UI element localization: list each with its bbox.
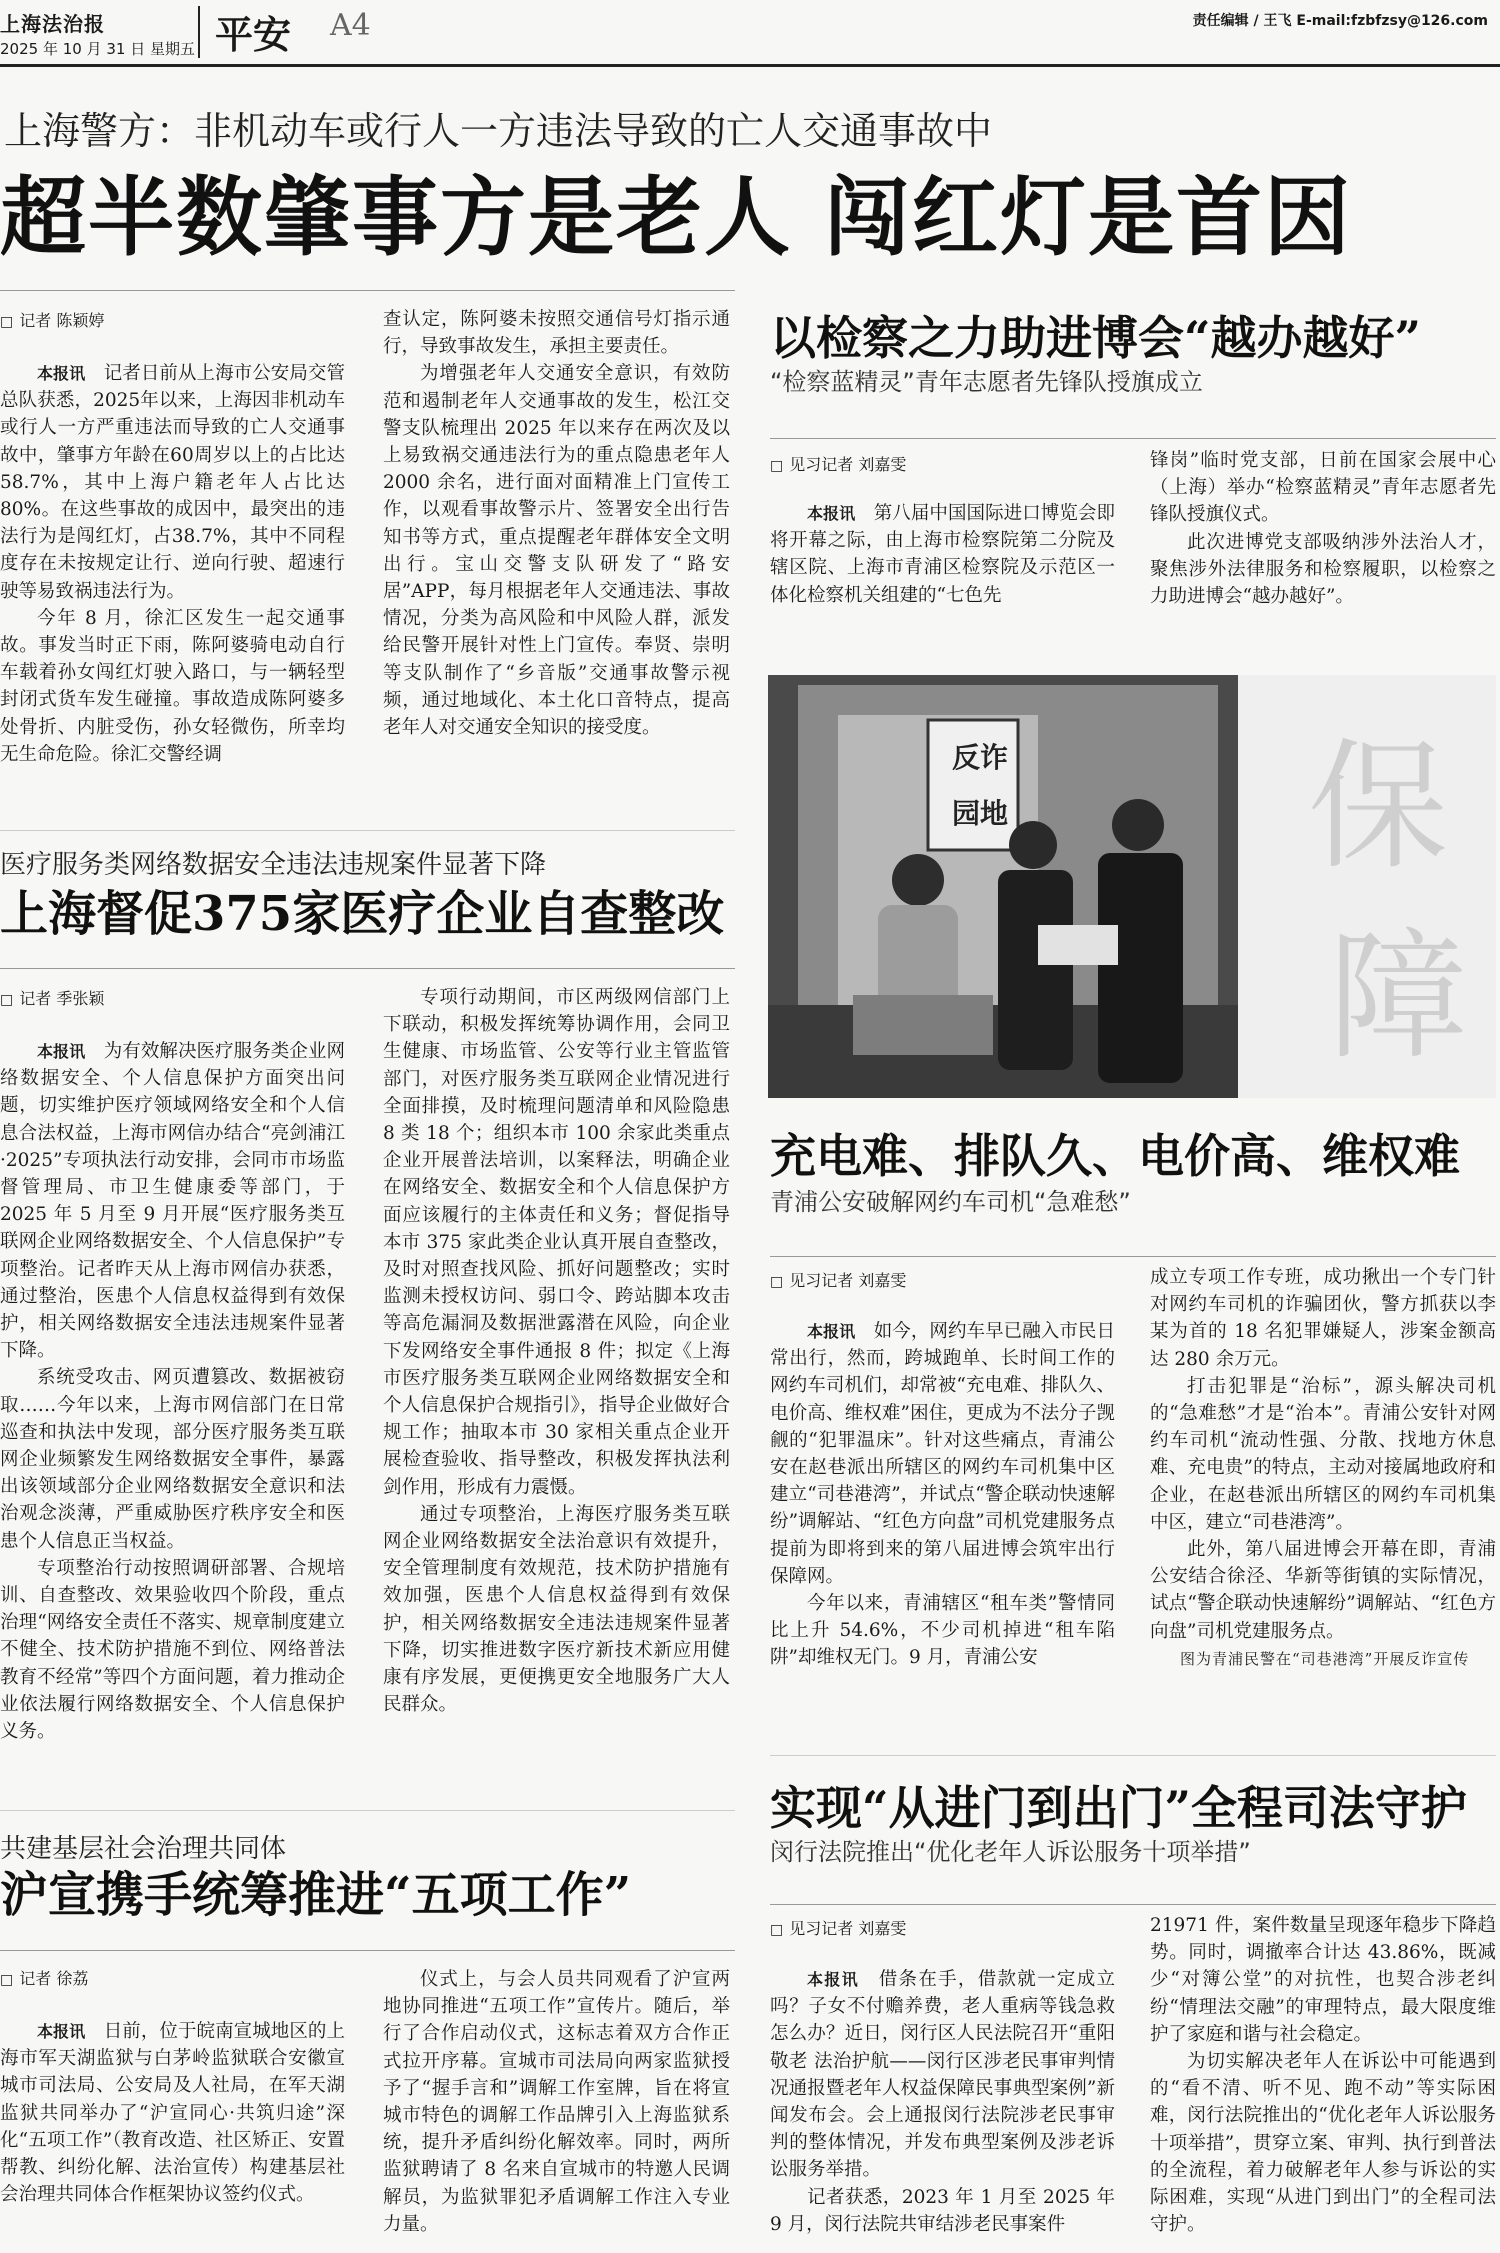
story4-byline: □ 见习记者 刘嘉雯 — [770, 452, 906, 475]
story3-col1-p1: 本报讯 日前，位于皖南宣城地区的上海市军天湖监狱与白茅岭监狱联合安徽宣城市司法局、公安局及人社局，在军天湖监狱共同举办了“沪宣同心·共筑归途”深化“五项工作”（教育改造、社区矫正、安置帮教、纠纷化解、法治宣传）构建基层社会治理共同体合作框架协议签约仪式。 — [0, 2021, 345, 2206]
editor-contact: 责任编辑 / 王飞 E-mail:fzbfzsy@126.com — [1192, 13, 1488, 29]
story1-col1 — [0, 360, 345, 768]
story6-headline: 实现“从进门到出门”全程司法守护 — [770, 1781, 1467, 1835]
story5-col2-p2: 打击犯罪是“治标”，源头解决司机的“急难愁”才是“治本”。青浦公安针对网约车司机“流动性强、分散、找地方休息难、充电贵”的特点，主动对接属地政府和企业，在赵巷派出所辖区的网约车司机集中区，建立“司巷港湾”。 — [1150, 1375, 1496, 1533]
story3-col2-p1: 仪式上，与会人员共同观看了沪宣两地协同推进“五项工作”宣传片。随后，举行了合作启动仪式，这标志着双方合作正式拉开序幕。宣城市司法局向两家监狱授予了“握手言和”调解工作室牌，旨在将宣城市特色的调解工作品牌引入上海监狱系统，提升矛盾纠纷化解效率。同时，两所监狱聘请了 8 名来自宣城市的特邀人民调解员，为监狱罪犯矛盾调解工作注入专业力量。 — [383, 1969, 730, 2235]
story5-col1-p2: 今年以来，青浦辖区“租车类”警情同比上升 54.6%，不少司机掉进“租车陷阱”却维权无门。9 月，青浦公安 — [770, 1593, 1115, 1669]
story6-col1 — [770, 1966, 1115, 2238]
story3-top-rule — [0, 1810, 735, 1811]
story1-col2-p2: 为增强老年人交通安全意识，有效防范和遏制老年人交通事故的发生，松江交警支队梳理出 2025 年以来存在两次及以上易致祸交通违法行为的重点隐患老年人 2000 余名，进行面对面精准上门宣传工作，以观看事故警示片、签署安全出行告知书等方式，重点提醒老年群体安全文明出行。宝山交警支队研发了“路安居”APP，每月根据老年人交通违法、事故情况，分类为高风险和中风险人群，派发给民警开展针对性上门宣传。奉贤、崇明等支队制作了“乡音版”交通事故警示视频，通过地域化、本土化口音特点，提高老年人对交通安全知识的接受度。 — [383, 363, 730, 739]
story6-col2 — [1150, 1912, 1496, 2238]
story6-top-rule — [770, 1755, 1496, 1756]
paper-name: 上海法治报 — [0, 12, 105, 36]
story6-rule — [770, 1904, 1496, 1905]
story1-byline: □ 记者 陈颖婷 — [0, 308, 104, 331]
story5-headline: 充电难、排队久、电价高、维权难 — [770, 1129, 1460, 1183]
issue-date: 2025 年 10 月 31 日 星期五 — [0, 40, 195, 58]
story1-kicker: 上海警方：非机动车或行人一方违法导致的亡人交通事故中 — [4, 109, 993, 153]
story6-byline: □ 见习记者 刘嘉雯 — [770, 1916, 906, 1939]
story3-byline: □ 记者 徐荔 — [0, 1966, 88, 1989]
story2-headline: 上海督促375家医疗企业自查整改 — [0, 886, 725, 942]
photo-sign: 反诈 园地 — [951, 741, 1008, 830]
story5-col2-p3: 此外，第八届进博会开幕在即，青浦公安结合徐泾、华新等街镇的实际情况，试点“警企联动快速解纷”调解站、“红色方向盘”司机党建服务点。 — [1150, 1539, 1496, 1642]
story3-headline: 沪宣携手统筹推进“五项工作” — [0, 1867, 632, 1923]
story5-col1-p1: 本报讯 如今，网约车早已融入市民日常出行，然而，跨城跑单、长时间工作的网约车司机们，却常被“充电难、排队久、电价高、维权难”困住，更成为不法分子觊觎的“犯罪温床”。针对这些痛点，青浦公安在赵巷派出所辖区的网约车司机集中区建立“司巷港湾”，并试点“警企联动快速解纷”调解站、“红色方向盘”司机党建服务点提前为即将到来的第八届进博会筑牢出行保障网。 — [770, 1321, 1115, 1587]
header-rule — [0, 64, 1500, 67]
story2-col2-p2: 通过专项整治，上海医疗服务类互联网企业网络数据安全法治意识有效提升，安全管理制度有效规范，技术防护措施有效加强，医患个人信息权益得到有效保护，相关网络数据安全违法违规案件显著下降，切实推进数字医疗新技术新应用健康有序发展，更便携更安全地服务广大人民群众。 — [383, 1503, 730, 1716]
story5-rule — [770, 1256, 1496, 1257]
story3-col1 — [0, 2018, 345, 2208]
story6-subtitle: 闵行法院推出“优化老年人诉讼服务十项举措” — [770, 1838, 1251, 1866]
story5-col2-p1: 成立专项工作专班，成功揪出一个专门针对网约车司机的诈骗团伙，警方抓获以李某为首的 18 名犯罪嫌疑人，涉案金额高达 280 余万元。 — [1150, 1267, 1496, 1370]
header-divider — [198, 6, 200, 58]
story4-rule — [770, 438, 1496, 439]
story6-col1-p2: 记者获悉，2023 年 1 月至 2025 年 9 月，闵行法院共审结涉老民事案件 — [770, 2186, 1115, 2235]
story4-col2-p1: 锋岗”临时党支部，日前在国家会展中心（上海）举办“检察蓝精灵”青年志愿者先锋队授旗仪式。 — [1150, 450, 1496, 526]
page-number: A4 — [330, 8, 371, 43]
photo-caption: 图为青浦民警在“司巷港湾”开展反诈宣传 — [1180, 1649, 1470, 1668]
story4-col1 — [770, 500, 1115, 609]
story6-col2-p2: 为切实解决老年人在诉讼中可能遇到的“看不清、听不见、跑不动”等实际困难，闵行法院推出的“优化老年人诉讼服务十项举措”，贯穿立案、审判、执行到普法的全流程，着力破解老年人参与诉讼的实际困难，实现“从进门到出门”的全程司法守护。 — [1150, 2051, 1496, 2236]
story4-col1-p1: 本报讯 第八届中国国际进口博览会即将开幕之际，由上海市检察院第二分院及辖区院、上海市青浦区检察院及示范区一体化检察机关组建的“七色先 — [770, 503, 1115, 606]
story2-rule — [0, 968, 735, 969]
news-photo — [768, 675, 1496, 1098]
story3-rule — [0, 1950, 735, 1951]
story5-subtitle: 青浦公安破解网约车司机“急难愁” — [770, 1188, 1131, 1216]
story2-col1-p1: 本报讯 为有效解决医疗服务类企业网络数据安全、个人信息保护方面突出问题，切实维护医疗领域网络安全和个人信息合法权益，上海市网信办结合“亮剑浦江·2025”专项执法行动安排，会同市市场监督管理局、市卫生健康委等部门，于 2025 年 5 月至 9 月开展“医疗服务类互联网企业网络数据安全、个人信息保护”专项整治。记者昨天从上海市网信办获悉，通过整治，医患个人信息权益得到有效保护，相关网络数据安全违法违规案件显著下降。 — [0, 1041, 345, 1362]
story2-col1-p2: 系统受攻击、网页遭篡改、数据被窃取……今年以来，上海市网信部门在日常巡查和执法中发现，部分医疗服务类互联网企业频繁发生网络数据安全事件，暴露出该领域部分企业网络数据安全意识和法治观念淡薄，严重威胁医疗秩序安全和医患个人信息正当权益。 — [0, 1367, 345, 1552]
story3-kicker: 共建基层社会治理共同体 — [0, 1834, 287, 1864]
section-name: 平安 — [215, 12, 292, 57]
story3-col2 — [383, 1966, 730, 2238]
story6-col2-p1: 21971 件，案件数量呈现逐年稳步下降趋势。同时，调撤率合计达 43.86%，既减少“对簿公堂”的对抗性，也契合涉老纠纷“情理法交融”的审理特点，最大限度维护了家庭和谐与社会稳定。 — [1150, 1915, 1496, 2045]
story1-headline: 超半数肇事方是老人 闯红灯是首因 — [0, 167, 1352, 268]
story6-col1-p1: 本报讯 借条在手，借款就一定成立吗？子女不付赡养费，老人重病等钱急救怎么办？近日，闵行区人民法院召开“重阳敬老 法治护航——闵行区涉老民事审判情况通报暨老年人权益保障民事典型案例”新闻发布会。会上通报闵行法院涉老民事审判的整体情况，并发布典型案例及涉老诉讼服务举措。 — [770, 1969, 1115, 2181]
story2-kicker: 医疗服务类网络数据安全违法违规案件显著下降 — [0, 850, 547, 880]
story2-col1 — [0, 1038, 345, 1745]
story5-col2 — [1150, 1264, 1496, 1671]
photo-glyph-2: 障 — [1328, 916, 1469, 1079]
story4-headline: 以检察之力助进博会“越办越好” — [770, 311, 1421, 365]
story2-top-rule — [0, 830, 735, 831]
story5-col1 — [770, 1318, 1115, 1672]
story2-col2 — [383, 984, 730, 1718]
story1-rule — [0, 290, 735, 291]
story4-col2 — [1150, 447, 1496, 610]
story5-byline: □ 见习记者 刘嘉雯 — [770, 1268, 906, 1291]
story2-col2-p1: 专项行动期间，市区两级网信部门上下联动，积极发挥统筹协调作用，会同卫生健康、市场监管、公安等行业主管监管部门，对医疗服务类互联网企业情况进行全面排摸，及时梳理问题清单和风险隐患 8 类 18 个；组织本市 100 余家此类重点企业开展普法培训，以案释法，明确企业在网络安全、数据安全和个人信息保护方面应该履行的主体责任和义务；督促指导本市 375 家此类企业认真开展自查整改，及时对照查找风险、抓好问题整改；实时监测未授权访问、弱口令、跨站脚本攻击等高危漏洞及数据泄露潜在风险，向企业下发网络安全事件通报 8 件；拟定《上海市医疗服务类互联网企业网络数据安全和个人信息保护合规指引》，指导企业做好合规工作；抽取本市 30 家相关重点企业开展检查验收、指导整改，积极发挥执法利剑作用，形成有力震慑。 — [383, 987, 730, 1498]
story1-col1-p2: 今年 8 月，徐汇区发生一起交通事故。事发当时正下雨，陈阿婆骑电动自行车载着孙女闯红灯驶入路口，与一辆轻型封闭式货车发生碰撞。事故造成陈阿婆多处骨折、内脏受伤，孙女轻微伤，所幸均无生命危险。徐汇交警经调 — [0, 607, 345, 765]
story1-col2 — [383, 306, 730, 741]
story1-col2-p1: 查认定，陈阿婆未按照交通信号灯指示通行，导致事故发生，承担主要责任。 — [383, 309, 730, 358]
photo-glyph-1: 保 — [1308, 726, 1449, 889]
story4-col2-p2: 此次进博党支部吸纳涉外法治人才，聚焦涉外法律服务和检察履职，以检察之力助进博会“越办越好”。 — [1150, 531, 1496, 608]
story2-byline: □ 记者 季张颖 — [0, 986, 104, 1009]
story4-subtitle: “检察蓝精灵”青年志愿者先锋队授旗成立 — [770, 368, 1203, 396]
story2-col1-p3: 专项整治行动按照调研部署、合规培训、自查整改、效果验收四个阶段，重点治理“网络安全责任不落实、规章制度建立不健全、技术防护措施不到位、网络普法教育不经常”等四个方面问题，着力推动企业依法履行网络数据安全、个人信息保护义务。 — [0, 1557, 345, 1743]
story1-col1-p1: 本报讯 记者日前从上海市公安局交管总队获悉，2025年以来，上海因非机动车或行人一方严重违法而导致的亡人交通事故中，肇事方年龄在60周岁以上的占比达58.7%，其中上海户籍老年人占比达80%。在这些事故的成因中，最突出的违法行为是闯红灯，占38.7%，其中不同程度存在未按规定让行、逆向行驶、超速行驶等易致祸违法行为。 — [0, 363, 345, 602]
